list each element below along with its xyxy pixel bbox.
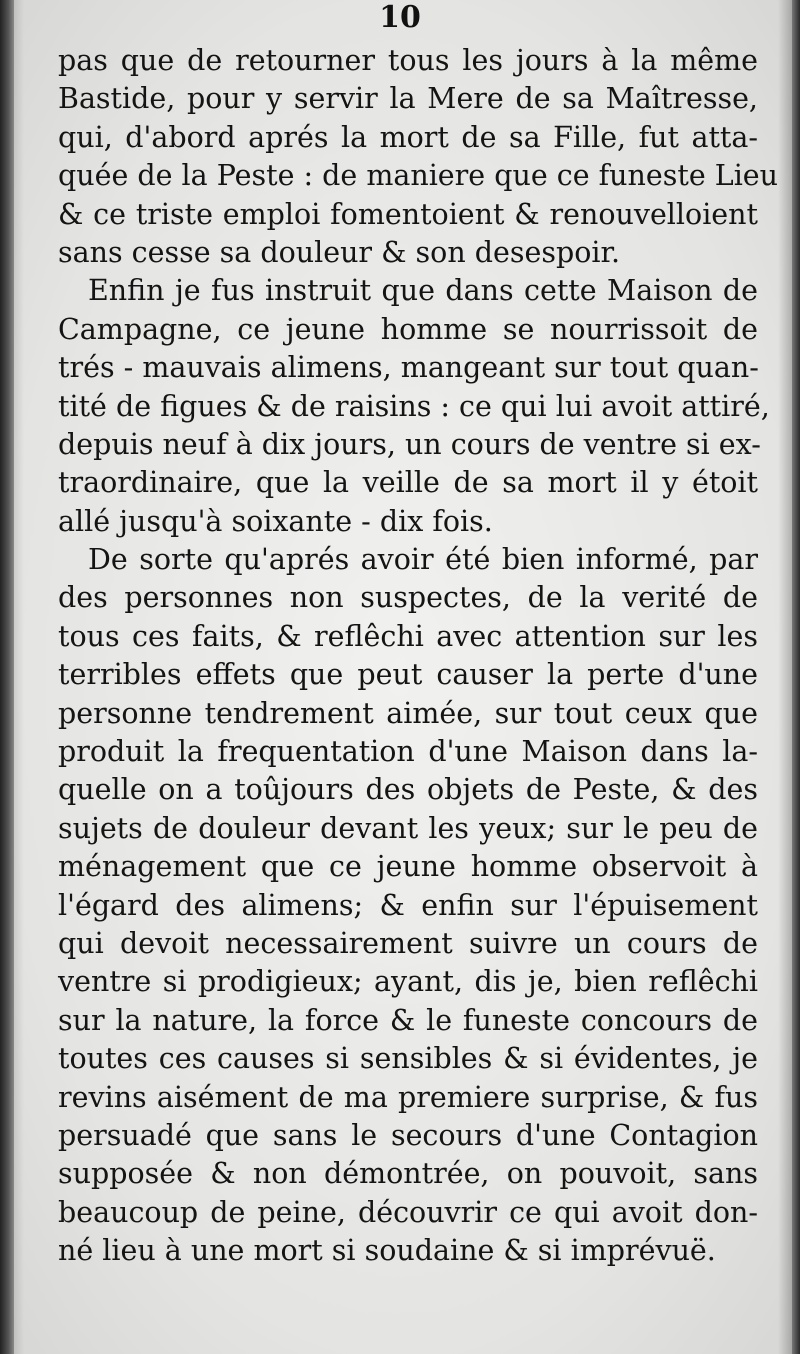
text-line: produit la frequentation d'une Maison dans la- bbox=[58, 735, 758, 769]
text-line: l'égard des alimens; & enfin sur l'épuisement bbox=[58, 888, 758, 922]
text-line: allé jusqu'à soixante - dix fois. bbox=[58, 504, 493, 538]
text-line: sur la nature, la force & le funeste concours de bbox=[58, 1003, 758, 1037]
text-line: quelle on a toûjours des objets de Peste, & des bbox=[58, 773, 758, 807]
text-line: revins aisément de ma premiere surprise, & fus bbox=[58, 1080, 758, 1114]
text-line: sujets de douleur devant les yeux; sur le peu de bbox=[58, 811, 758, 845]
text-line: qui, d'abord aprés la mort de sa Fille, fut atta- bbox=[58, 120, 758, 154]
text-line: Bastide, pour y servir la Mere de sa Maîtresse, bbox=[58, 82, 758, 116]
page-outer-edge bbox=[792, 0, 800, 1354]
text-line: sans cesse sa douleur & son desespoir. bbox=[58, 235, 621, 269]
text-line: toutes ces causes si sensibles & si évidentes, je bbox=[58, 1042, 758, 1076]
page-number: 10 bbox=[379, 0, 421, 35]
text-line: terribles effets que peut causer la perte d'une bbox=[58, 658, 758, 692]
paragraph bbox=[58, 272, 770, 541]
text-line: depuis neuf à dix jours, un cours de ventre si ex- bbox=[58, 427, 761, 461]
page-binding-edge bbox=[0, 0, 14, 1354]
text-line: des personnes non suspectes, de la verité de bbox=[58, 581, 758, 615]
text-line: pas que de retourner tous les jours à la même bbox=[58, 44, 758, 77]
text-line: né lieu à une mort si soudaine & si imprévuë. bbox=[58, 1234, 716, 1268]
text-line: Enfin je fus instruit que dans cette Maison de bbox=[88, 274, 758, 308]
text-line: persuadé que sans le secours d'une Contagion bbox=[58, 1118, 758, 1152]
text-line: tité de figues & de raisins : ce qui lui avoit attiré, bbox=[58, 389, 770, 423]
body-text bbox=[58, 42, 779, 1271]
text-line: quée de la Peste : de maniere que ce funeste Lieu bbox=[58, 159, 779, 193]
paragraph bbox=[58, 42, 779, 272]
text-line: tous ces faits, & reflêchi avec attention sur les bbox=[58, 619, 758, 653]
text-line: traordinaire, que la veille de sa mort il y étoit bbox=[58, 466, 758, 500]
text-line: ménagement que ce jeune homme observoit à bbox=[58, 850, 758, 884]
text-line: ventre si prodigieux; ayant, dis je, bien reflêchi bbox=[58, 965, 758, 999]
text-line: & ce triste emploi fomentoient & renouvelloient bbox=[58, 197, 758, 231]
text-line: Campagne, ce jeune homme se nourrissoit de bbox=[58, 312, 758, 346]
text-line: beaucoup de peine, découvrir ce qui avoit don- bbox=[58, 1195, 758, 1229]
text-line: trés - mauvais alimens, mangeant sur tout quan- bbox=[58, 351, 759, 385]
text-line: qui devoit necessairement suivre un cours de bbox=[58, 926, 758, 960]
text-line: personne tendrement aimée, sur tout ceux que bbox=[58, 696, 758, 730]
text-line: supposée & non démontrée, on pouvoit, sans bbox=[58, 1157, 758, 1191]
paragraph bbox=[58, 541, 758, 1270]
text-line: De sorte qu'aprés avoir été bien informé, par bbox=[88, 543, 758, 577]
